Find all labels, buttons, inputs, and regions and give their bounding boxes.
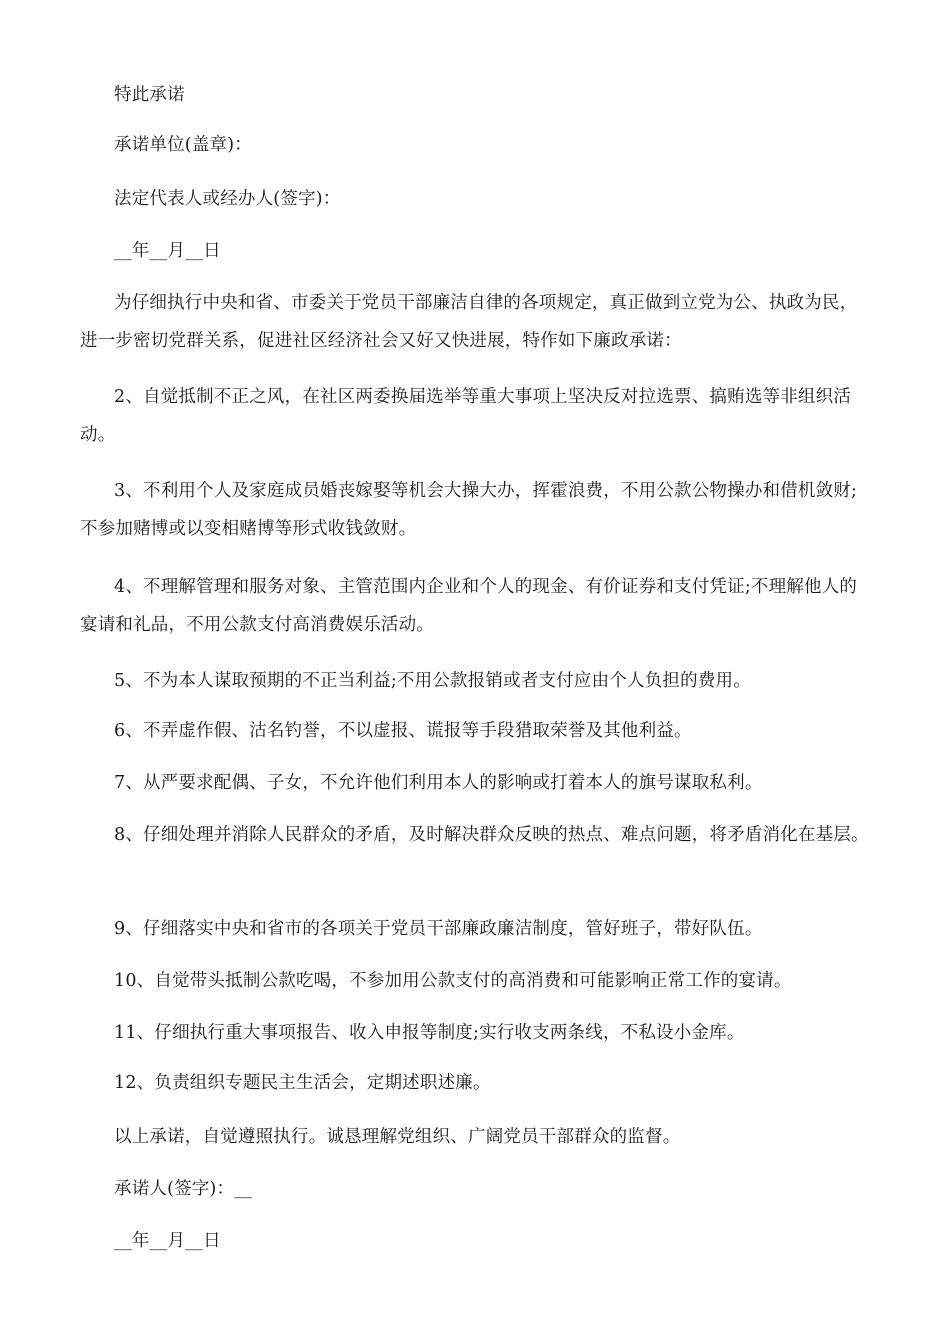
final-date-line: __年__月__日 [114,1231,221,1251]
representative-sign-line: 法定代表人或经办人(签字)： [114,189,341,209]
pledge-item-9: 9、仔细落实中央和省市的各项关于党员干部廉政廉洁制度，管好班子，带好队伍。 [114,919,763,939]
pledge-item-5: 5、不为本人谋取预期的不正当利益;不用公款报销或者支付应由个人负担的费用。 [114,671,751,691]
pledge-item-10: 10、自觉带头抵制公款吃喝，不参加用公款支付的高消费和可能影响正常工作的宴请。 [114,971,792,991]
intro-paragraph: 为仔细执行中央和省、市委关于党员干部廉洁自律的各项规定，真正做到立党为公、执政为民，进一步密切党群关系，促进社区经济社会又好又快进展，特作如下廉政承诺： [80,293,858,351]
pledge-item-12: 12、负责组织专题民主生活会，定期述职述廉。 [114,1073,491,1093]
pledge-item-11: 11、仔细执行重大事项报告、收入申报等制度;实行收支两条线，不私设小金库。 [114,1023,745,1043]
closing-statement: 特此承诺 [114,85,185,105]
pledger-sign-line: 承诺人(签字)：__ [114,1179,253,1199]
pledge-item-8: 8、仔细处理并消除人民群众的矛盾，及时解决群众反映的热点、难点问题，将矛盾消化在基层。 [114,825,869,845]
pledge-item-6: 6、不弄虚作假、沽名钓誉，不以虚报、谎报等手段猎取荣誉及其他利益。 [114,721,692,741]
date-line: __年__月__日 [114,241,221,261]
pledge-item-2: 2、自觉抵制不正之风，在社区两委换届选举等重大事项上坚决反对拉选票、搞贿选等非组织活动。 [80,387,852,445]
conclusion-paragraph: 以上承诺，自觉遵照执行。诚恳理解党组织、广阔党员干部群众的监督。 [114,1127,681,1147]
unit-seal-line: 承诺单位(盖章)： [114,135,252,155]
pledge-item-4: 4、不理解管理和服务对象、主管范围内企业和个人的现金、有价证券和支付凭证;不理解他人的宴请和礼品，不用公款支付高消费娱乐活动。 [80,577,858,635]
pledge-item-3: 3、不利用个人及家庭成员婚丧嫁娶等机会大操大办，挥霍浪费，不用公款公物操办和借机敛财;不参加赌博或以变相赌博等形式收钱敛财。 [80,481,858,539]
pledge-item-7: 7、从严要求配偶、子女，不允许他们利用本人的影响或打着本人的旗号谋取私利。 [114,773,763,793]
